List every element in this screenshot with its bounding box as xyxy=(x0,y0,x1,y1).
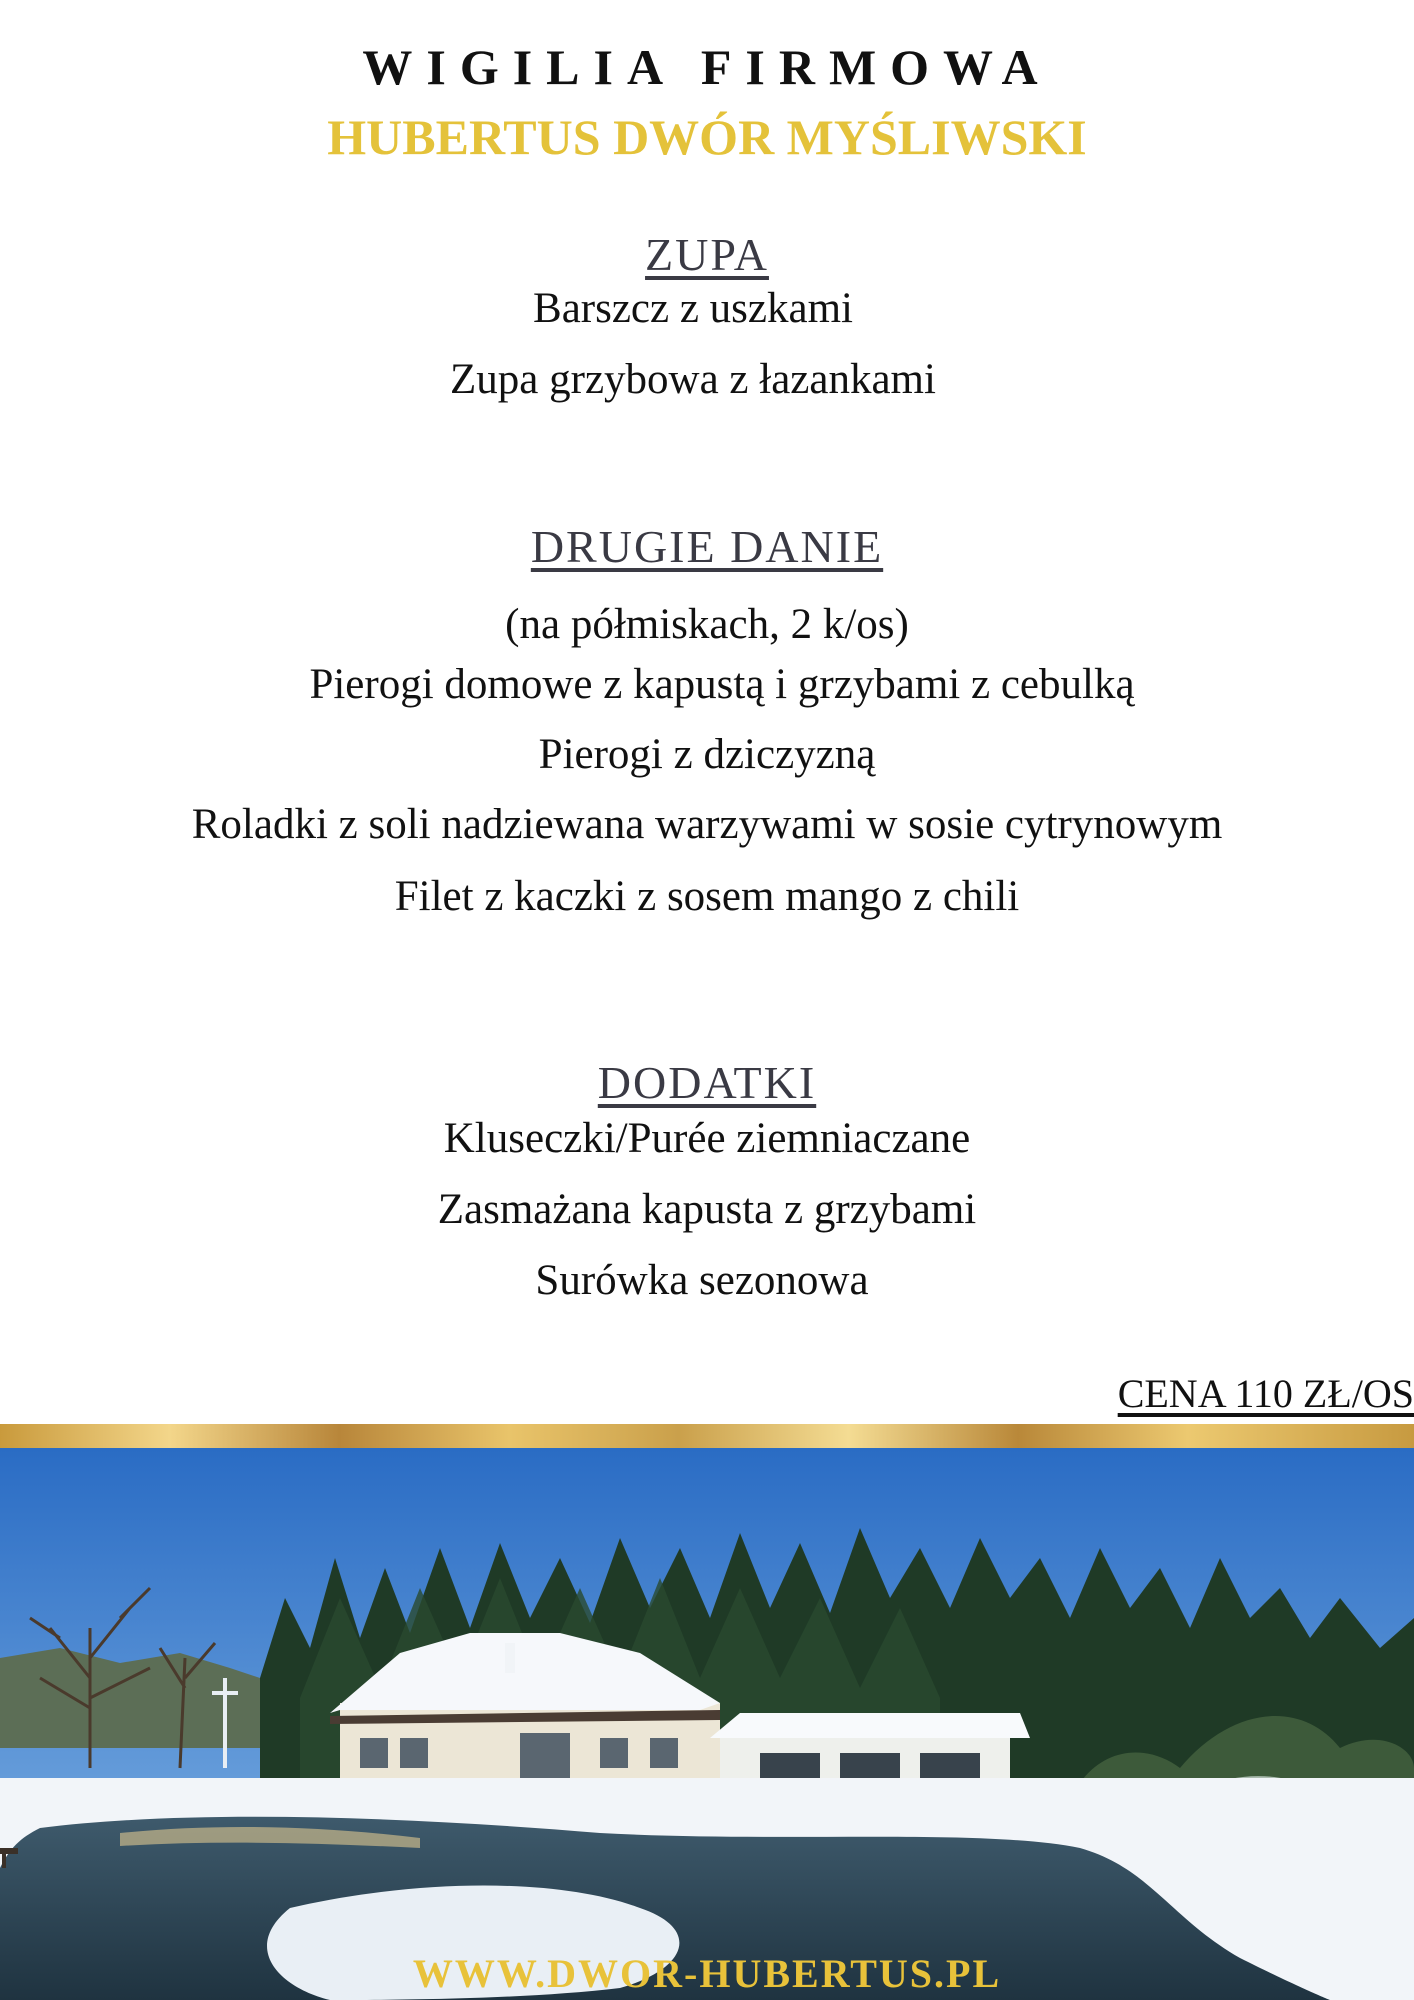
website-url[interactable]: WWW.DWOR-HUBERTUS.PL xyxy=(412,1951,1002,1996)
section-heading-drugie-danie: DRUGIE DANIE xyxy=(530,521,884,572)
venue-name: HUBERTUS DWÓR MYŚLIWSKI xyxy=(327,109,1087,165)
gold-divider xyxy=(0,1424,1414,1448)
menu-item: Kluseczki/Purée ziemniaczane xyxy=(443,1115,971,1162)
section-heading-zupa: ZUPA xyxy=(645,229,769,280)
section-heading-dodatki: DODATKI xyxy=(597,1057,817,1108)
menu-item: Pierogi domowe z kapustą i grzybami z cebulką xyxy=(309,661,1135,708)
menu-item: Pierogi z dziczyzną xyxy=(538,731,876,778)
winter-manor-photo xyxy=(0,1448,1414,2000)
menu-item: Roladki z soli nadziewana warzywami w sosie cytrynowym xyxy=(191,801,1223,848)
menu-item: Barszcz z uszkami xyxy=(533,285,853,332)
section-note: (na półmiskach, 2 k/os) xyxy=(505,601,909,648)
menu-title: WIGILIA FIRMOWA xyxy=(362,39,1052,95)
menu-item: Zasmażana kapusta z grzybami xyxy=(437,1186,977,1233)
menu-item: Zupa grzybowa z łazankami xyxy=(450,356,936,403)
menu-item: Surówka sezonowa xyxy=(535,1257,869,1304)
menu-item: Filet z kaczki z sosem mango z chili xyxy=(394,873,1020,920)
price-label: CENA 110 ZŁ/OS xyxy=(1117,1371,1414,1416)
